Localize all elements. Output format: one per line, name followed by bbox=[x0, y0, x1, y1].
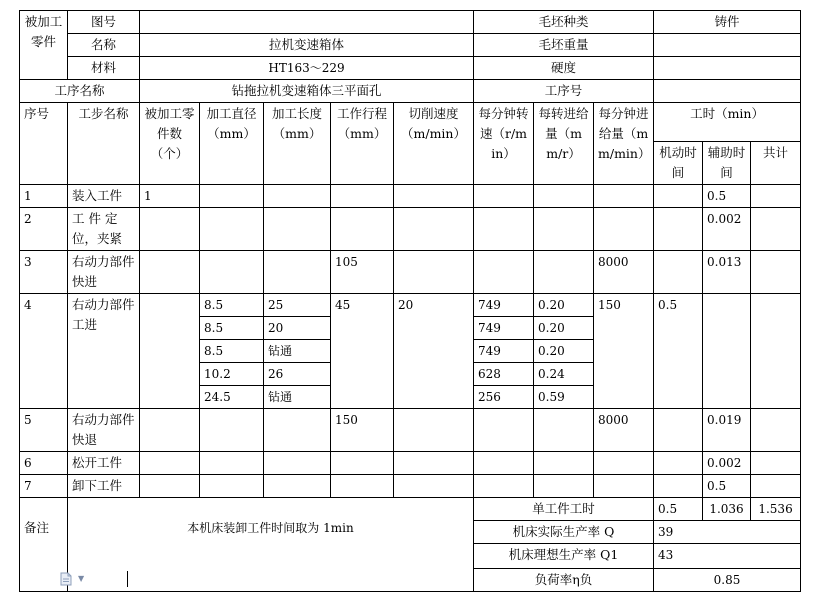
col-speed: 切削速度（m/min） bbox=[394, 103, 474, 185]
step-name: 松开工件 bbox=[68, 452, 140, 475]
drawing-no-value bbox=[140, 11, 474, 34]
step-diameter bbox=[200, 208, 264, 251]
load-rate-value: 0.85 bbox=[654, 569, 801, 592]
sub-diameter: 10.2 bbox=[200, 363, 264, 386]
header-row-3 bbox=[20, 57, 801, 80]
sub-diameter: 24.5 bbox=[200, 386, 264, 409]
step-diameter bbox=[200, 452, 264, 475]
step-seq: 4 bbox=[20, 294, 68, 409]
step-machine-time bbox=[654, 185, 703, 208]
step-count bbox=[140, 294, 200, 409]
step-seq: 7 bbox=[20, 475, 68, 498]
sub-feed-rev: 0.20 bbox=[534, 317, 594, 340]
step-diameter bbox=[200, 475, 264, 498]
step-count bbox=[140, 409, 200, 452]
sub-length: 20 bbox=[264, 317, 331, 340]
step-feed-rev bbox=[534, 185, 594, 208]
col-rpm: 每分钟转速（r/min） bbox=[474, 103, 534, 185]
step-aux-time: 0.002 bbox=[703, 208, 751, 251]
step-seq: 5 bbox=[20, 409, 68, 452]
step-total-time bbox=[751, 251, 801, 294]
header-row-4 bbox=[20, 80, 801, 103]
col-feed-rev: 每转进给量（mm/r） bbox=[534, 103, 594, 185]
step-seq: 2 bbox=[20, 208, 68, 251]
step-total-time bbox=[751, 475, 801, 498]
step-rpm bbox=[474, 452, 534, 475]
sub-length: 钻通 bbox=[264, 340, 331, 363]
unit-machine-time: 0.5 bbox=[654, 498, 703, 521]
step-aux-time: 0.002 bbox=[703, 452, 751, 475]
step-feed-rev bbox=[534, 251, 594, 294]
step-length bbox=[264, 475, 331, 498]
table-row bbox=[20, 185, 801, 208]
step-speed bbox=[394, 409, 474, 452]
col-diameter: 加工直径（mm） bbox=[200, 103, 264, 185]
step-count: 1 bbox=[140, 185, 200, 208]
step-total-time bbox=[751, 208, 801, 251]
header-row-2 bbox=[20, 34, 801, 57]
step-length bbox=[264, 251, 331, 294]
step-feed-rev bbox=[534, 208, 594, 251]
step-feed-min bbox=[594, 185, 654, 208]
drawing-no-label: 图号 bbox=[68, 11, 140, 34]
table-row bbox=[20, 208, 801, 251]
step-stroke: 45 bbox=[331, 294, 394, 409]
step-name: 右动力部件快退 bbox=[68, 409, 140, 452]
step-aux-time: 0.5 bbox=[703, 185, 751, 208]
blank-weight-label: 毛坯重量 bbox=[474, 34, 654, 57]
blank-type-value: 铸件 bbox=[654, 11, 801, 34]
paste-options-icon[interactable] bbox=[60, 572, 72, 586]
document-top-margin bbox=[0, 0, 813, 8]
col-part-count: 被加工零件数（个） bbox=[140, 103, 200, 185]
step-feed-min bbox=[594, 208, 654, 251]
ideal-rate-value: 43 bbox=[654, 544, 801, 569]
process-no-value bbox=[654, 80, 801, 103]
process-name-label: 工序名称 bbox=[20, 80, 140, 103]
sub-feed-rev: 0.24 bbox=[534, 363, 594, 386]
step-length bbox=[264, 452, 331, 475]
step-aux-time bbox=[703, 294, 751, 409]
step-machine-time bbox=[654, 475, 703, 498]
sub-feed-rev: 0.20 bbox=[534, 294, 594, 317]
col-total-time: 共计 bbox=[751, 142, 801, 185]
table-row bbox=[20, 409, 801, 452]
step-stroke: 105 bbox=[331, 251, 394, 294]
step-feed-min: 150 bbox=[594, 294, 654, 409]
step-speed bbox=[394, 475, 474, 498]
step-count bbox=[140, 475, 200, 498]
material-label: 材料 bbox=[68, 57, 140, 80]
col-stroke: 工作行程（mm） bbox=[331, 103, 394, 185]
unit-aux-time: 1.036 bbox=[703, 498, 751, 521]
sub-length: 25 bbox=[264, 294, 331, 317]
step-aux-time: 0.019 bbox=[703, 409, 751, 452]
remark-label: 备注 bbox=[20, 498, 68, 592]
step-diameter bbox=[200, 185, 264, 208]
table-row bbox=[20, 251, 801, 294]
blank-type-label: 毛坯种类 bbox=[474, 11, 654, 34]
chevron-down-icon[interactable]: ▼ bbox=[78, 574, 85, 583]
col-seq: 序号 bbox=[20, 103, 68, 185]
name-value: 拉机变速箱体 bbox=[140, 34, 474, 57]
step-stroke bbox=[331, 452, 394, 475]
step-name: 工 件 定位，夹紧 bbox=[68, 208, 140, 251]
hardness-label: 硬度 bbox=[474, 57, 654, 80]
footer-row-1 bbox=[20, 498, 801, 521]
step-count bbox=[140, 452, 200, 475]
step-aux-time: 0.5 bbox=[703, 475, 751, 498]
sub-rpm: 256 bbox=[474, 386, 534, 409]
col-length: 加工长度（mm） bbox=[264, 103, 331, 185]
sub-rpm: 628 bbox=[474, 363, 534, 386]
step-total-time bbox=[751, 452, 801, 475]
step-feed-rev bbox=[534, 475, 594, 498]
unit-time-label: 单工件工时 bbox=[474, 498, 654, 521]
step-name: 右动力部件工进 bbox=[68, 294, 140, 409]
step-total-time bbox=[751, 185, 801, 208]
sub-length: 26 bbox=[264, 363, 331, 386]
col-step-name: 工步名称 bbox=[68, 103, 140, 185]
sub-diameter: 8.5 bbox=[200, 340, 264, 363]
process-name-value: 钻拖拉机变速箱体三平面孔 bbox=[140, 80, 474, 103]
column-header-row-1 bbox=[20, 103, 801, 142]
step-total-time bbox=[751, 409, 801, 452]
part-label: 被加工零件 bbox=[20, 11, 68, 80]
step-name: 右动力部件快进 bbox=[68, 251, 140, 294]
sub-rpm: 749 bbox=[474, 294, 534, 317]
col-aux-time: 辅助时间 bbox=[703, 142, 751, 185]
sub-feed-rev: 0.20 bbox=[534, 340, 594, 363]
step-count bbox=[140, 251, 200, 294]
step-aux-time: 0.013 bbox=[703, 251, 751, 294]
step-rpm bbox=[474, 208, 534, 251]
step-speed bbox=[394, 208, 474, 251]
step-speed bbox=[394, 251, 474, 294]
step-feed-min: 8000 bbox=[594, 409, 654, 452]
sub-rpm: 749 bbox=[474, 317, 534, 340]
sub-rpm: 749 bbox=[474, 340, 534, 363]
step-seq: 1 bbox=[20, 185, 68, 208]
step-machine-time bbox=[654, 409, 703, 452]
step-speed: 20 bbox=[394, 294, 474, 409]
sub-diameter: 8.5 bbox=[200, 317, 264, 340]
name-label: 名称 bbox=[68, 34, 140, 57]
step-length bbox=[264, 185, 331, 208]
step-rpm bbox=[474, 409, 534, 452]
step-seq: 3 bbox=[20, 251, 68, 294]
ideal-rate-label: 机床理想生产率 Q1 bbox=[474, 544, 654, 569]
step-feed-min bbox=[594, 452, 654, 475]
table-row bbox=[20, 475, 801, 498]
step-diameter bbox=[200, 409, 264, 452]
step-name: 装入工件 bbox=[68, 185, 140, 208]
step-total-time bbox=[751, 294, 801, 409]
table-row bbox=[20, 452, 801, 475]
step-feed-min bbox=[594, 475, 654, 498]
table-row bbox=[20, 294, 801, 317]
step-count bbox=[140, 208, 200, 251]
step-seq: 6 bbox=[20, 452, 68, 475]
step-diameter bbox=[200, 251, 264, 294]
step-machine-time bbox=[654, 251, 703, 294]
step-machine-time: 0.5 bbox=[654, 294, 703, 409]
step-rpm bbox=[474, 185, 534, 208]
step-name: 卸下工件 bbox=[68, 475, 140, 498]
step-stroke bbox=[331, 185, 394, 208]
hardness-value bbox=[654, 57, 801, 80]
col-feed-min: 每分钟进给量（mm/min） bbox=[594, 103, 654, 185]
actual-rate-label: 机床实际生产率 Q bbox=[474, 521, 654, 544]
step-feed-rev bbox=[534, 409, 594, 452]
material-value: HT163～229 bbox=[140, 57, 474, 80]
remark-text: 本机床装卸工件时间取为 1min bbox=[68, 498, 474, 592]
process-no-label: 工序号 bbox=[474, 80, 654, 103]
header-row-1 bbox=[20, 11, 801, 34]
step-feed-min: 8000 bbox=[594, 251, 654, 294]
col-machine-time: 机动时间 bbox=[654, 142, 703, 185]
step-rpm bbox=[474, 251, 534, 294]
step-length bbox=[264, 208, 331, 251]
unit-total-time: 1.536 bbox=[751, 498, 801, 521]
load-rate-label: 负荷率η负 bbox=[474, 569, 654, 592]
step-stroke: 150 bbox=[331, 409, 394, 452]
step-length bbox=[264, 409, 331, 452]
step-machine-time bbox=[654, 452, 703, 475]
step-speed bbox=[394, 185, 474, 208]
step-stroke bbox=[331, 208, 394, 251]
text-cursor bbox=[127, 571, 128, 587]
sub-feed-rev: 0.59 bbox=[534, 386, 594, 409]
col-time-group: 工时（min） bbox=[654, 103, 801, 142]
step-stroke bbox=[331, 475, 394, 498]
blank-weight-value bbox=[654, 34, 801, 57]
sub-length: 钻通 bbox=[264, 386, 331, 409]
step-rpm bbox=[474, 475, 534, 498]
step-speed bbox=[394, 452, 474, 475]
sub-diameter: 8.5 bbox=[200, 294, 264, 317]
step-machine-time bbox=[654, 208, 703, 251]
step-feed-rev bbox=[534, 452, 594, 475]
actual-rate-value: 39 bbox=[654, 521, 801, 544]
process-card-table bbox=[19, 10, 801, 592]
